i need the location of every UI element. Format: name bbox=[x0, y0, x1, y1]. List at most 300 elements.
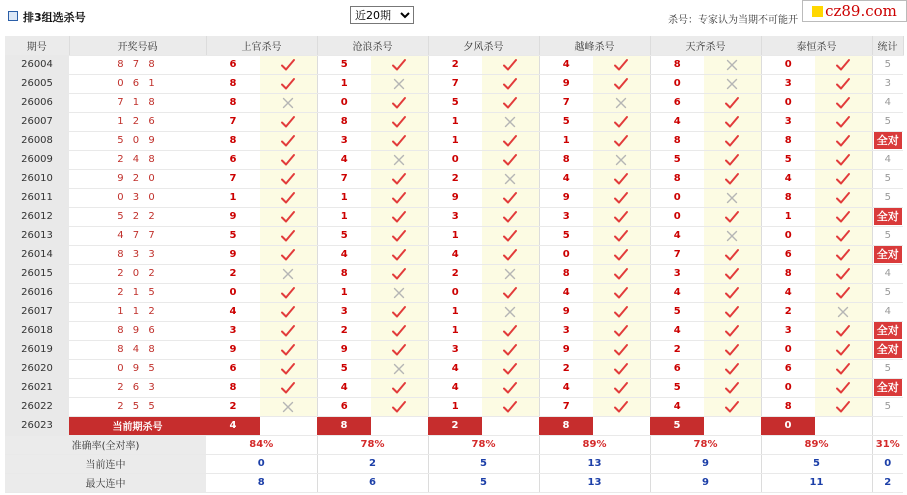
table-row bbox=[5, 169, 903, 188]
hit-mark bbox=[260, 112, 317, 131]
table-row bbox=[5, 378, 903, 397]
current-issue-row bbox=[5, 416, 903, 435]
check-icon bbox=[724, 117, 740, 128]
miss-mark bbox=[704, 74, 761, 93]
kill-number-cell: 3 bbox=[539, 207, 593, 226]
kill-number-cell: 1 bbox=[539, 131, 593, 150]
cross-icon bbox=[837, 307, 849, 318]
issue-cell: 26009 bbox=[5, 150, 69, 169]
kill-number-cell: 4 bbox=[428, 245, 482, 264]
hit-mark bbox=[371, 131, 428, 150]
check-icon bbox=[724, 250, 740, 261]
kill-number-cell: 4 bbox=[650, 226, 704, 245]
kill-number-cell: 8 bbox=[206, 93, 260, 112]
stat-cell bbox=[872, 378, 903, 397]
current-kill-number: 8 bbox=[317, 416, 371, 435]
draw-cell: 8 7 8 bbox=[69, 55, 206, 74]
check-icon bbox=[835, 136, 851, 147]
check-icon bbox=[280, 212, 296, 223]
check-icon bbox=[613, 383, 629, 394]
hit-mark bbox=[482, 226, 539, 245]
hit-mark bbox=[704, 359, 761, 378]
top-bar bbox=[0, 0, 907, 32]
cross-icon bbox=[504, 307, 516, 318]
kill-number-cell: 0 bbox=[761, 340, 815, 359]
stat-cell: 5 bbox=[872, 283, 903, 302]
draw-cell: 2 5 5 bbox=[69, 397, 206, 416]
check-icon bbox=[613, 231, 629, 242]
kill-number-cell: 6 bbox=[206, 359, 260, 378]
check-icon bbox=[280, 345, 296, 356]
hit-mark bbox=[704, 131, 761, 150]
check-icon bbox=[613, 174, 629, 185]
summary-value: 5 bbox=[761, 454, 872, 473]
summary-value: 6 bbox=[317, 473, 428, 492]
kill-number-cell: 2 bbox=[428, 55, 482, 74]
check-icon bbox=[613, 212, 629, 223]
draw-cell: 1 2 6 bbox=[69, 112, 206, 131]
check-icon bbox=[502, 136, 518, 147]
issue-cell: 26017 bbox=[5, 302, 69, 321]
draw-cell: 4 7 7 bbox=[69, 226, 206, 245]
hit-mark bbox=[704, 150, 761, 169]
hit-mark bbox=[704, 283, 761, 302]
draw-cell: 7 1 8 bbox=[69, 93, 206, 112]
issue-cell: 26006 bbox=[5, 93, 69, 112]
kill-number-cell: 0 bbox=[539, 245, 593, 264]
miss-mark bbox=[371, 150, 428, 169]
check-icon bbox=[613, 269, 629, 280]
check-icon bbox=[280, 326, 296, 337]
header-stat: 统计 bbox=[872, 36, 903, 55]
cross-icon bbox=[393, 364, 405, 375]
cross-icon bbox=[393, 79, 405, 90]
issue-cell: 26005 bbox=[5, 74, 69, 93]
check-icon bbox=[391, 269, 407, 280]
kill-number-cell: 1 bbox=[317, 207, 371, 226]
check-icon bbox=[502, 326, 518, 337]
miss-mark bbox=[260, 93, 317, 112]
current-kill-number: 2 bbox=[428, 416, 482, 435]
hit-mark bbox=[704, 112, 761, 131]
check-icon bbox=[391, 212, 407, 223]
check-icon bbox=[835, 250, 851, 261]
check-icon bbox=[502, 231, 518, 242]
check-icon bbox=[280, 383, 296, 394]
summary-value: 13 bbox=[539, 473, 650, 492]
kill-number-cell: 8 bbox=[206, 378, 260, 397]
kill-number-cell: 7 bbox=[206, 112, 260, 131]
hit-mark bbox=[815, 169, 872, 188]
kill-number-cell: 8 bbox=[650, 55, 704, 74]
hit-mark bbox=[593, 359, 650, 378]
stat-cell: 3 bbox=[872, 74, 903, 93]
kill-number-cell: 9 bbox=[539, 188, 593, 207]
miss-mark bbox=[704, 55, 761, 74]
kill-number-cell: 1 bbox=[428, 112, 482, 131]
max-streak-row bbox=[5, 473, 903, 492]
check-icon bbox=[502, 212, 518, 223]
hit-mark bbox=[260, 188, 317, 207]
check-icon bbox=[835, 174, 851, 185]
draw-cell: 2 6 3 bbox=[69, 378, 206, 397]
kill-number-cell: 1 bbox=[428, 397, 482, 416]
hit-mark bbox=[260, 340, 317, 359]
kill-number-cell: 0 bbox=[428, 283, 482, 302]
kill-number-cell: 2 bbox=[428, 169, 482, 188]
summary-value: 2 bbox=[317, 454, 428, 473]
kill-number-cell: 5 bbox=[539, 112, 593, 131]
issue-cell: 26010 bbox=[5, 169, 69, 188]
draw-cell: 2 1 5 bbox=[69, 283, 206, 302]
check-icon bbox=[724, 345, 740, 356]
kill-number-cell: 4 bbox=[317, 378, 371, 397]
draw-cell: 1 1 2 bbox=[69, 302, 206, 321]
kill-number-cell: 8 bbox=[761, 397, 815, 416]
current-issue-cell: 26023 bbox=[5, 416, 69, 435]
hit-mark bbox=[815, 359, 872, 378]
hit-mark bbox=[371, 264, 428, 283]
check-icon bbox=[724, 364, 740, 375]
kill-number-cell: 4 bbox=[428, 359, 482, 378]
check-icon bbox=[835, 288, 851, 299]
hit-mark bbox=[371, 397, 428, 416]
kill-number-cell: 6 bbox=[650, 93, 704, 112]
stat-cell: 4 bbox=[872, 302, 903, 321]
miss-mark bbox=[260, 397, 317, 416]
kill-number-cell: 0 bbox=[761, 226, 815, 245]
hit-mark bbox=[815, 397, 872, 416]
page-title: 排3组选杀号 bbox=[23, 11, 86, 24]
kill-number-cell: 2 bbox=[428, 264, 482, 283]
check-icon bbox=[502, 250, 518, 261]
kill-number-cell: 9 bbox=[539, 74, 593, 93]
hit-mark bbox=[593, 169, 650, 188]
table-row bbox=[5, 340, 903, 359]
check-icon bbox=[724, 288, 740, 299]
all-hit-badge: 全对 bbox=[874, 322, 902, 339]
table-row bbox=[5, 55, 903, 74]
summary-value: 78% bbox=[428, 435, 539, 454]
check-icon bbox=[280, 231, 296, 242]
kill-number-cell: 4 bbox=[428, 378, 482, 397]
hit-mark bbox=[815, 150, 872, 169]
table-header-row bbox=[5, 36, 903, 55]
kill-number-cell: 4 bbox=[761, 169, 815, 188]
hit-mark bbox=[704, 169, 761, 188]
hit-mark bbox=[704, 302, 761, 321]
check-icon bbox=[835, 326, 851, 337]
kill-number-cell: 9 bbox=[206, 245, 260, 264]
header-expert-1: 上官杀号 bbox=[206, 36, 317, 55]
miss-mark bbox=[482, 169, 539, 188]
hit-mark bbox=[593, 378, 650, 397]
kill-number-cell: 2 bbox=[206, 264, 260, 283]
cross-icon bbox=[393, 155, 405, 166]
summary-stat: 31% bbox=[872, 435, 903, 454]
kill-number-cell: 4 bbox=[650, 112, 704, 131]
kill-number-cell: 4 bbox=[650, 283, 704, 302]
kill-number-cell: 8 bbox=[761, 131, 815, 150]
hit-mark bbox=[371, 188, 428, 207]
check-icon bbox=[724, 269, 740, 280]
summary-label: 准确率(全对率) bbox=[5, 435, 206, 454]
check-icon bbox=[724, 174, 740, 185]
check-icon bbox=[724, 155, 740, 166]
kill-number-cell: 1 bbox=[761, 207, 815, 226]
check-icon bbox=[835, 364, 851, 375]
hit-mark bbox=[815, 321, 872, 340]
summary-value: 8 bbox=[206, 473, 317, 492]
hit-mark bbox=[593, 112, 650, 131]
check-icon bbox=[280, 250, 296, 261]
check-icon bbox=[835, 269, 851, 280]
kill-number-cell: 2 bbox=[206, 397, 260, 416]
kill-number-cell: 5 bbox=[428, 93, 482, 112]
hit-mark bbox=[815, 55, 872, 74]
header-expert-2: 沧浪杀号 bbox=[317, 36, 428, 55]
check-icon bbox=[280, 174, 296, 185]
miss-mark bbox=[482, 302, 539, 321]
kill-number-cell: 3 bbox=[761, 112, 815, 131]
draw-cell: 2 4 8 bbox=[69, 150, 206, 169]
stat-cell: 5 bbox=[872, 188, 903, 207]
hit-mark bbox=[371, 302, 428, 321]
check-icon bbox=[280, 79, 296, 90]
hit-mark bbox=[371, 226, 428, 245]
kill-number-cell: 2 bbox=[650, 340, 704, 359]
check-icon bbox=[391, 174, 407, 185]
kill-number-cell: 1 bbox=[206, 188, 260, 207]
check-icon bbox=[613, 288, 629, 299]
kill-number-cell: 7 bbox=[317, 169, 371, 188]
table-row bbox=[5, 283, 903, 302]
check-icon bbox=[502, 345, 518, 356]
miss-mark bbox=[704, 226, 761, 245]
kill-number-cell: 1 bbox=[428, 131, 482, 150]
cross-icon bbox=[726, 231, 738, 242]
check-icon bbox=[391, 326, 407, 337]
miss-mark bbox=[371, 283, 428, 302]
cross-icon bbox=[726, 60, 738, 71]
kill-number-cell: 0 bbox=[761, 55, 815, 74]
all-hit-badge: 全对 bbox=[874, 208, 902, 225]
kill-number-cell: 6 bbox=[206, 150, 260, 169]
issue-cell: 26020 bbox=[5, 359, 69, 378]
hit-mark bbox=[371, 112, 428, 131]
check-icon bbox=[724, 98, 740, 109]
stat-cell: 5 bbox=[872, 112, 903, 131]
hit-mark bbox=[704, 321, 761, 340]
section-square-icon bbox=[8, 11, 18, 21]
issue-cell: 26015 bbox=[5, 264, 69, 283]
stat-cell bbox=[872, 340, 903, 359]
kill-number-cell: 5 bbox=[317, 55, 371, 74]
kill-number-cell: 5 bbox=[206, 226, 260, 245]
check-icon bbox=[391, 345, 407, 356]
check-icon bbox=[835, 231, 851, 242]
table-row bbox=[5, 131, 903, 150]
check-icon bbox=[391, 402, 407, 413]
header-issue: 期号 bbox=[5, 36, 69, 55]
hit-mark bbox=[371, 245, 428, 264]
stat-cell: 5 bbox=[872, 169, 903, 188]
stat-cell bbox=[872, 131, 903, 150]
hit-mark bbox=[260, 245, 317, 264]
check-icon bbox=[724, 326, 740, 337]
kill-number-cell: 4 bbox=[317, 150, 371, 169]
draw-cell: 8 4 8 bbox=[69, 340, 206, 359]
cross-icon bbox=[615, 98, 627, 109]
accuracy-row bbox=[5, 435, 903, 454]
stat-cell: 5 bbox=[872, 359, 903, 378]
summary-value: 11 bbox=[761, 473, 872, 492]
stat-cell bbox=[872, 207, 903, 226]
kill-number-cell: 7 bbox=[428, 74, 482, 93]
draw-cell: 0 6 1 bbox=[69, 74, 206, 93]
check-icon bbox=[391, 117, 407, 128]
kill-number-cell: 3 bbox=[317, 131, 371, 150]
check-icon bbox=[613, 193, 629, 204]
hit-mark bbox=[482, 131, 539, 150]
kill-number-cell: 9 bbox=[206, 207, 260, 226]
hit-mark bbox=[704, 93, 761, 112]
check-icon bbox=[391, 98, 407, 109]
summary-stat: 0 bbox=[872, 454, 903, 473]
kill-number-cell: 2 bbox=[761, 302, 815, 321]
kill-number-cell: 5 bbox=[761, 150, 815, 169]
kill-number-cell: 4 bbox=[761, 283, 815, 302]
hit-mark bbox=[371, 207, 428, 226]
kill-number-cell: 8 bbox=[206, 131, 260, 150]
all-hit-badge: 全对 bbox=[874, 379, 902, 396]
kill-number-cell: 8 bbox=[317, 264, 371, 283]
logo-square-icon bbox=[812, 6, 823, 17]
hit-mark bbox=[371, 169, 428, 188]
kill-number-cell: 1 bbox=[428, 302, 482, 321]
table-row bbox=[5, 245, 903, 264]
table-row bbox=[5, 359, 903, 378]
all-hit-badge: 全对 bbox=[874, 132, 902, 149]
hit-mark bbox=[260, 302, 317, 321]
stat-cell: 4 bbox=[872, 264, 903, 283]
cross-icon bbox=[504, 269, 516, 280]
issue-cell: 26012 bbox=[5, 207, 69, 226]
hit-mark bbox=[593, 321, 650, 340]
summary-value: 9 bbox=[650, 454, 761, 473]
table-row bbox=[5, 188, 903, 207]
kill-number-cell: 0 bbox=[317, 93, 371, 112]
hit-mark bbox=[815, 283, 872, 302]
draw-cell: 9 2 0 bbox=[69, 169, 206, 188]
table-row bbox=[5, 264, 903, 283]
header-draw: 开奖号码 bbox=[69, 36, 206, 55]
check-icon bbox=[280, 60, 296, 71]
current-kill-number: 8 bbox=[539, 416, 593, 435]
summary-label: 当前连中 bbox=[5, 454, 206, 473]
kill-number-cell: 5 bbox=[317, 359, 371, 378]
site-watermark bbox=[802, 0, 907, 22]
hit-mark bbox=[815, 378, 872, 397]
table-row bbox=[5, 74, 903, 93]
check-icon bbox=[391, 307, 407, 318]
kill-number-cell: 8 bbox=[539, 150, 593, 169]
summary-value: 84% bbox=[206, 435, 317, 454]
kill-number-cell: 7 bbox=[650, 245, 704, 264]
summary-value: 5 bbox=[428, 454, 539, 473]
kill-number-cell: 7 bbox=[539, 397, 593, 416]
check-icon bbox=[280, 193, 296, 204]
summary-value: 5 bbox=[428, 473, 539, 492]
kill-number-cell: 4 bbox=[539, 169, 593, 188]
kill-number-cell: 7 bbox=[539, 93, 593, 112]
issue-cell: 26013 bbox=[5, 226, 69, 245]
check-icon bbox=[502, 79, 518, 90]
check-icon bbox=[391, 193, 407, 204]
header-expert-5: 天齐杀号 bbox=[650, 36, 761, 55]
check-icon bbox=[391, 231, 407, 242]
hit-mark bbox=[815, 74, 872, 93]
issue-cell: 26014 bbox=[5, 245, 69, 264]
hit-mark bbox=[260, 283, 317, 302]
check-icon bbox=[724, 307, 740, 318]
kill-number-cell: 6 bbox=[206, 55, 260, 74]
check-icon bbox=[502, 193, 518, 204]
check-icon bbox=[835, 60, 851, 71]
kill-number-note: 杀号：专家认为当期不可能开 bbox=[668, 15, 798, 26]
hit-mark bbox=[260, 321, 317, 340]
current-streak-row bbox=[5, 454, 903, 473]
kill-number-cell: 3 bbox=[761, 321, 815, 340]
check-icon bbox=[724, 212, 740, 223]
kill-number-cell: 0 bbox=[650, 188, 704, 207]
kill-number-cell: 1 bbox=[428, 321, 482, 340]
kill-number-cell: 4 bbox=[206, 302, 260, 321]
check-icon bbox=[835, 383, 851, 394]
draw-cell: 8 9 6 bbox=[69, 321, 206, 340]
kill-number-cell: 1 bbox=[317, 283, 371, 302]
hit-mark bbox=[593, 283, 650, 302]
check-icon bbox=[502, 364, 518, 375]
hit-mark bbox=[593, 207, 650, 226]
check-icon bbox=[280, 364, 296, 375]
miss-mark bbox=[371, 74, 428, 93]
check-icon bbox=[613, 326, 629, 337]
kill-number-cell: 4 bbox=[539, 55, 593, 74]
kill-number-cell: 3 bbox=[317, 302, 371, 321]
kill-number-cell: 3 bbox=[650, 264, 704, 283]
stat-cell: 4 bbox=[872, 150, 903, 169]
kill-number-cell: 9 bbox=[428, 188, 482, 207]
stat-cell: 5 bbox=[872, 226, 903, 245]
miss-mark bbox=[371, 359, 428, 378]
issue-cell: 26004 bbox=[5, 55, 69, 74]
period-range-select[interactable] bbox=[350, 6, 414, 24]
hit-mark bbox=[260, 378, 317, 397]
hit-mark bbox=[593, 55, 650, 74]
check-icon bbox=[502, 402, 518, 413]
hit-mark bbox=[704, 264, 761, 283]
cross-icon bbox=[726, 79, 738, 90]
kill-number-cell: 8 bbox=[650, 169, 704, 188]
kill-number-cell: 5 bbox=[539, 226, 593, 245]
kill-number-cell: 6 bbox=[317, 397, 371, 416]
check-icon bbox=[391, 136, 407, 147]
check-icon bbox=[835, 155, 851, 166]
check-icon bbox=[835, 193, 851, 204]
check-icon bbox=[724, 136, 740, 147]
kill-number-cell: 7 bbox=[206, 169, 260, 188]
